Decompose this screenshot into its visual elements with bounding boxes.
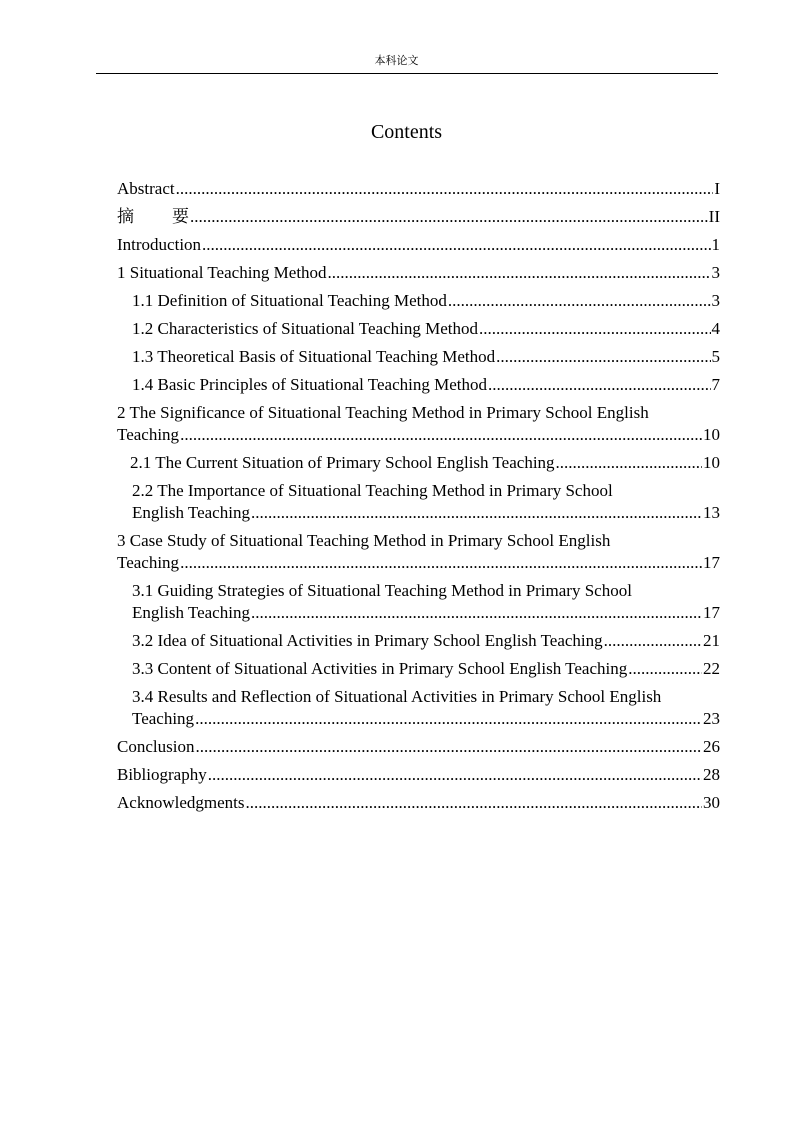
dot-leader — [195, 708, 702, 730]
toc-entry-label-continued: Teaching — [117, 553, 180, 572]
toc-page-number: 10 — [703, 425, 720, 444]
toc-page-number: 3 — [711, 291, 720, 310]
dot-leader — [628, 658, 702, 680]
toc-page-number: 26 — [703, 737, 720, 756]
toc-page-number: 5 — [711, 347, 720, 366]
toc-entry-chapter-1[interactable] — [117, 262, 720, 284]
dot-leader — [496, 346, 710, 368]
toc-entry-abstract[interactable] — [117, 178, 720, 200]
toc-entry-introduction[interactable] — [117, 234, 720, 256]
toc-entry-section-1-3[interactable] — [117, 346, 720, 368]
toc-page-number: 17 — [703, 603, 720, 622]
dot-leader — [195, 736, 702, 758]
toc-entry-label: 1 Situational Teaching Method — [117, 263, 327, 282]
toc-entry-section-1-4[interactable] — [117, 374, 720, 396]
toc-page-number: 21 — [703, 631, 720, 650]
toc-page-number: 3 — [711, 263, 720, 282]
toc-entry-label: 1.4 Basic Principles of Situational Teaching Method — [132, 375, 487, 394]
toc-entry-label: 3.1 Guiding Strategies of Situational Teaching Method in Primary School — [132, 581, 632, 600]
toc-entry-section-2-2[interactable] — [117, 480, 720, 524]
toc-entry-label: 3 Case Study of Situational Teaching Method in Primary School English — [117, 531, 611, 550]
table-of-contents — [117, 178, 720, 814]
toc-entry-section-1-2[interactable] — [117, 318, 720, 340]
dot-leader — [488, 374, 711, 396]
toc-entry-section-3-3[interactable] — [117, 658, 720, 680]
toc-entry-chapter-2[interactable] — [117, 402, 720, 446]
dot-leader — [208, 764, 702, 786]
toc-page-number: 13 — [703, 503, 720, 522]
toc-entry-label-continued: English Teaching — [132, 603, 250, 622]
toc-entry-label: 1.1 Definition of Situational Teaching Method — [132, 291, 447, 310]
dot-leader — [190, 206, 708, 228]
toc-entry-label: Abstract — [117, 179, 175, 198]
toc-entry-label: Conclusion — [117, 737, 195, 756]
dot-leader — [448, 290, 711, 312]
toc-entry-label: 2.2 The Importance of Situational Teaching Method in Primary School — [132, 481, 613, 500]
toc-entry-section-1-1[interactable] — [117, 290, 720, 312]
toc-page-number: I — [714, 179, 720, 198]
dot-leader — [180, 424, 702, 446]
toc-page-number: 10 — [703, 453, 720, 472]
toc-page-number: 1 — [711, 235, 720, 254]
toc-entry-label: 摘 — [117, 207, 134, 227]
toc-entry-label: 2.1 The Current Situation of Primary School English Teaching — [130, 453, 555, 472]
dot-leader — [251, 502, 702, 524]
toc-entry-section-3-4[interactable] — [117, 686, 720, 730]
toc-entry-section-2-1[interactable] — [117, 452, 720, 474]
toc-page-number: 23 — [703, 709, 720, 728]
toc-entry-bibliography[interactable] — [117, 764, 720, 786]
dot-leader — [245, 792, 702, 814]
toc-page-number: 28 — [703, 765, 720, 784]
header-rule — [96, 73, 718, 74]
toc-entry-label: 要 — [172, 207, 189, 227]
dot-leader — [202, 234, 710, 256]
toc-page-number: 22 — [703, 659, 720, 678]
toc-page-number: 4 — [711, 319, 720, 338]
toc-entry-label-continued: English Teaching — [132, 503, 250, 522]
toc-entry-label: Introduction — [117, 235, 202, 254]
toc-entry-zh-abstract[interactable] — [117, 206, 720, 228]
toc-entry-label: 1.2 Characteristics of Situational Teaching Method — [132, 319, 478, 338]
toc-page-number: 17 — [703, 553, 720, 572]
toc-entry-label: Bibliography — [117, 765, 207, 784]
toc-entry-label: 3.2 Idea of Situational Activities in Primary School English Teaching — [132, 631, 603, 650]
toc-entry-acknowledgments[interactable] — [117, 792, 720, 814]
page-title: Contents — [370, 121, 443, 143]
toc-entry-section-3-1[interactable] — [117, 580, 720, 624]
running-header: 本科论文 — [374, 55, 419, 67]
toc-entry-label-continued: Teaching — [132, 709, 195, 728]
toc-entry-label: Acknowledgments — [117, 793, 245, 812]
dot-leader — [251, 602, 702, 624]
toc-entry-label-continued: Teaching — [117, 425, 180, 444]
toc-entry-label: 2 The Significance of Situational Teaching Method in Primary School English — [117, 403, 649, 422]
dot-leader — [604, 630, 702, 652]
dot-leader — [328, 262, 711, 284]
toc-entry-label: 1.3 Theoretical Basis of Situational Teaching Method — [132, 347, 496, 366]
toc-entry-label: 3.4 Results and Reflection of Situational Activities in Primary School English — [132, 687, 662, 706]
toc-entry-section-3-2[interactable] — [117, 630, 720, 652]
dot-leader — [176, 178, 714, 200]
toc-entry-label: 3.3 Content of Situational Activities in Primary School English Teaching — [132, 659, 628, 678]
toc-page-number: 7 — [711, 375, 720, 394]
dot-leader — [479, 318, 711, 340]
dot-leader — [180, 552, 702, 574]
toc-page-number: II — [708, 207, 720, 226]
dot-leader — [556, 452, 702, 474]
toc-page-number: 30 — [703, 793, 720, 812]
toc-entry-conclusion[interactable] — [117, 736, 720, 758]
toc-entry-chapter-3[interactable] — [117, 530, 720, 574]
